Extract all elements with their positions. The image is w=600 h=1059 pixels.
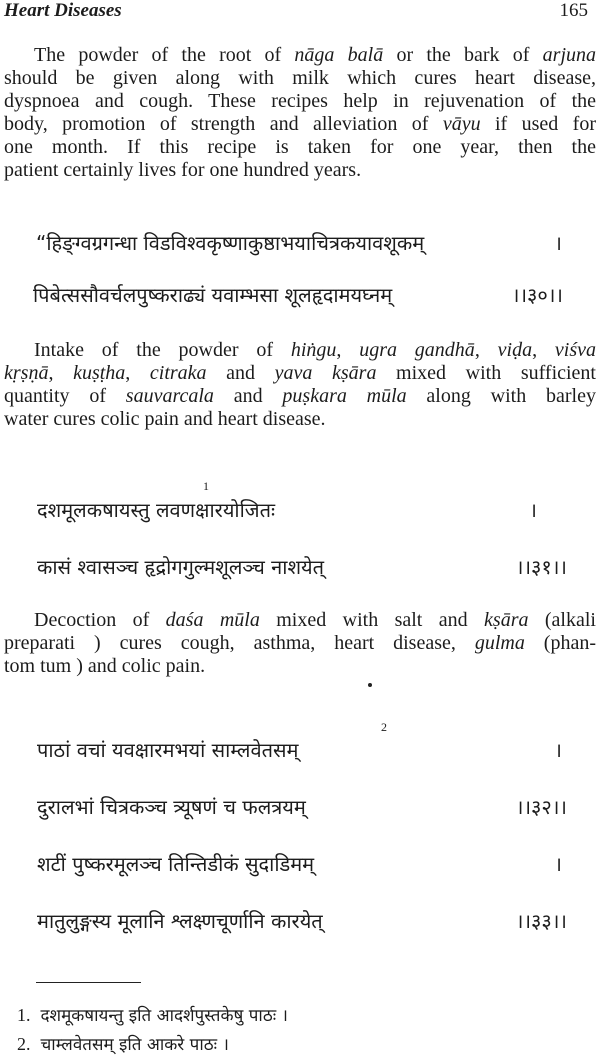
sanskrit-verse-line xyxy=(37,553,567,580)
footnote-text: चाम्लवेतसम् इति आकरे पाठः । xyxy=(40,1035,229,1055)
verse-number: ।।३१।। xyxy=(515,555,567,579)
sanskrit-verse-line xyxy=(37,850,562,877)
footnote-number: 1. xyxy=(17,1005,31,1025)
print-speck xyxy=(368,683,372,687)
page-number: 165 xyxy=(559,0,588,21)
verse-end-marker: । xyxy=(554,852,562,876)
text-line: patient certainly lives for one hundred years. xyxy=(4,159,362,181)
verse-text: पाठां वचां यवक्षारमभयां साम्लवेतसम् xyxy=(37,738,299,762)
running-header-title: Heart Diseases xyxy=(4,0,122,21)
text-line: water cures colic pain and heart disease. xyxy=(4,408,326,430)
sanskrit-verse-line xyxy=(33,281,563,308)
verse-number: ।।३२।। xyxy=(515,795,567,819)
text-line: kṛṣṇā, kuṣṭha, citraka and yava kṣāra mixed with sufficient xyxy=(4,362,596,384)
verse-number: ।।३०।। xyxy=(511,283,563,307)
verse-text: पिबेत्ससौवर्चलपुष्कराढ्यं यवाम्भसा शूलहृदामयघ्नम् xyxy=(33,283,393,307)
verse-text: दशमूलकषायस्तु लवणक्षारयोजितः xyxy=(37,498,276,522)
verse-end-marker: । xyxy=(529,498,537,522)
text-line: body, promotion of strength and alleviation of vāyu if used for xyxy=(4,113,596,135)
verse-end-marker: । xyxy=(554,738,562,762)
sanskrit-verse-line xyxy=(37,496,537,523)
text-line: The powder of the root of nāga balā or the bark of arjuna xyxy=(34,44,596,66)
text-line: quantity of sauvarcala and puṣkara mūla along with barley xyxy=(4,385,596,407)
footnote-divider xyxy=(36,982,141,983)
verse-text: कासं श्वासञ्च हृद्रोगगुल्मशूलञ्च नाशयेत् xyxy=(37,555,325,579)
sanskrit-verse-line xyxy=(37,793,567,820)
text-line: should be given along with milk which cures heart disease, xyxy=(4,67,596,89)
paragraph-hingu xyxy=(4,339,596,431)
text-line: Decoction of daśa mūla mixed with salt and kṣāra (alkali xyxy=(34,609,596,631)
sanskrit-verse-line xyxy=(36,229,562,256)
paragraph-dasamula xyxy=(4,609,596,678)
verse-text: दुरालभां चित्रकञ्च त्र्यूषणं च फलत्रयम् xyxy=(37,795,306,819)
text-line: one month. If this recipe is taken for one year, then the xyxy=(4,136,596,158)
text-line: preparati ) cures cough, asthma, heart disease, gulma (phan- xyxy=(4,632,596,654)
footnote-number: 2. xyxy=(17,1034,31,1054)
verse-number: ।।३३।। xyxy=(515,909,567,933)
footnote-text: दशमूकषायन्तु इति आदर्शपुस्तकेषु पाठः । xyxy=(40,1006,288,1026)
sanskrit-verse-line xyxy=(37,736,562,763)
text-line: tom tum ) and colic pain. xyxy=(4,655,206,677)
footnote xyxy=(17,1032,229,1055)
verse-text: शटीं पुष्करमूलञ्च तिन्तिडीकं सुदाडिमम् xyxy=(37,852,315,876)
sanskrit-verse-line xyxy=(37,907,567,934)
verse-end-marker: । xyxy=(554,231,562,255)
text-line: dyspnoea and cough. These recipes help in rejuvenation of the xyxy=(4,90,596,112)
footnote-marker: 2 xyxy=(381,720,387,734)
paragraph-nagabala-arjuna xyxy=(4,44,596,182)
verse-text: मातुलुङ्गस्य मूलानि श्लक्ष्णचूर्णानि कारयेत् xyxy=(37,909,323,933)
footnote xyxy=(17,1003,288,1026)
verse-text: “हिङ्ग्वग्रगन्धा विडविश्वकृष्णाकुष्ठाभयाचित्रकयावशूकम् xyxy=(36,231,425,255)
footnote-marker: 1 xyxy=(203,479,209,493)
text-line: Intake of the powder of hiṅgu, ugra gandhā, viḍa, viśva xyxy=(34,339,596,361)
